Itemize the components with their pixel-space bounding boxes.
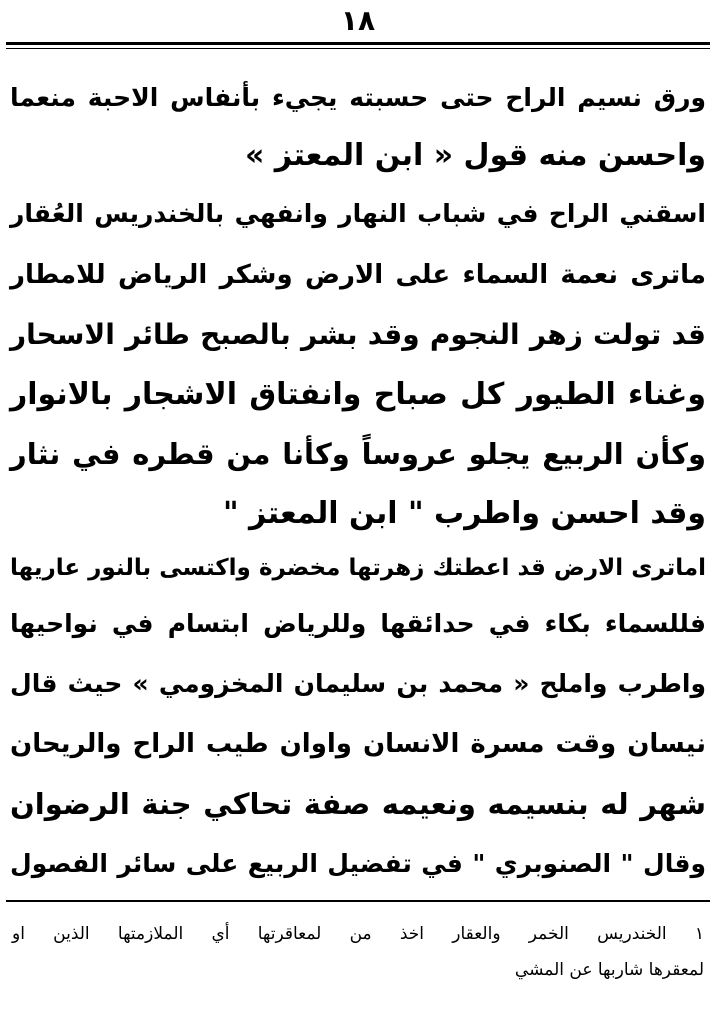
body-line: شهر له بنسيمه ونعيمه صفة تحاكي جنة الرضوان	[10, 787, 706, 821]
body-line: ماترى نعمة السماء على الارض وشكر الرياض للامطار	[10, 260, 706, 290]
body-line: وكأن الربيع يجلو عروساً وكأنا من قطره في نثار	[10, 437, 706, 471]
footnote-line: لمعقرها شاربها عن المشي	[514, 960, 704, 980]
body-line: فللسماء بكاء في حدائقها وللرياض ابتسام في نواحيها	[10, 609, 706, 638]
header-rule-thin	[6, 48, 710, 49]
body-line: وقال " الصنوبري " في تفضيل الربيع على سائر الفصول	[10, 849, 706, 878]
body-line: واحسن منه قول « ابن المعتز »	[244, 138, 706, 173]
body-line: وغناء الطيور كل صباح وانفتاق الاشجار بالانوار	[10, 377, 706, 412]
body-line: ورق نسيم الراح حتى حسبته يجيء بأنفاس الاحبة منعما	[10, 83, 706, 112]
header-rule-thick	[6, 42, 710, 45]
body-line: قد تولت زهر النجوم وقد بشر بالصبح طائر الاسحار	[10, 318, 706, 351]
page-number: ١٨	[340, 4, 376, 37]
body-line: اسقني الراح في شباب النهار وانفهي بالخندريس العُقار	[10, 199, 706, 228]
footnote-line: ١ الخندريس الخمر والعقار اخذ من لمعاقرتها أي الملازمتها الذين او	[12, 924, 704, 944]
body-line: واطرب واملح « محمد بن سليمان المخزومي » حيث قال	[10, 669, 706, 698]
footnote-rule	[6, 900, 710, 902]
body-line: اماترى الارض قد اعطتك زهرتها مخضرة واكتسى بالنور عاريها	[10, 555, 706, 581]
body-line: وقد احسن واطرب " ابن المعتز "	[222, 496, 706, 531]
body-line: نيسان وقت مسرة الانسان واوان طيب الراح والريحان	[10, 729, 706, 759]
